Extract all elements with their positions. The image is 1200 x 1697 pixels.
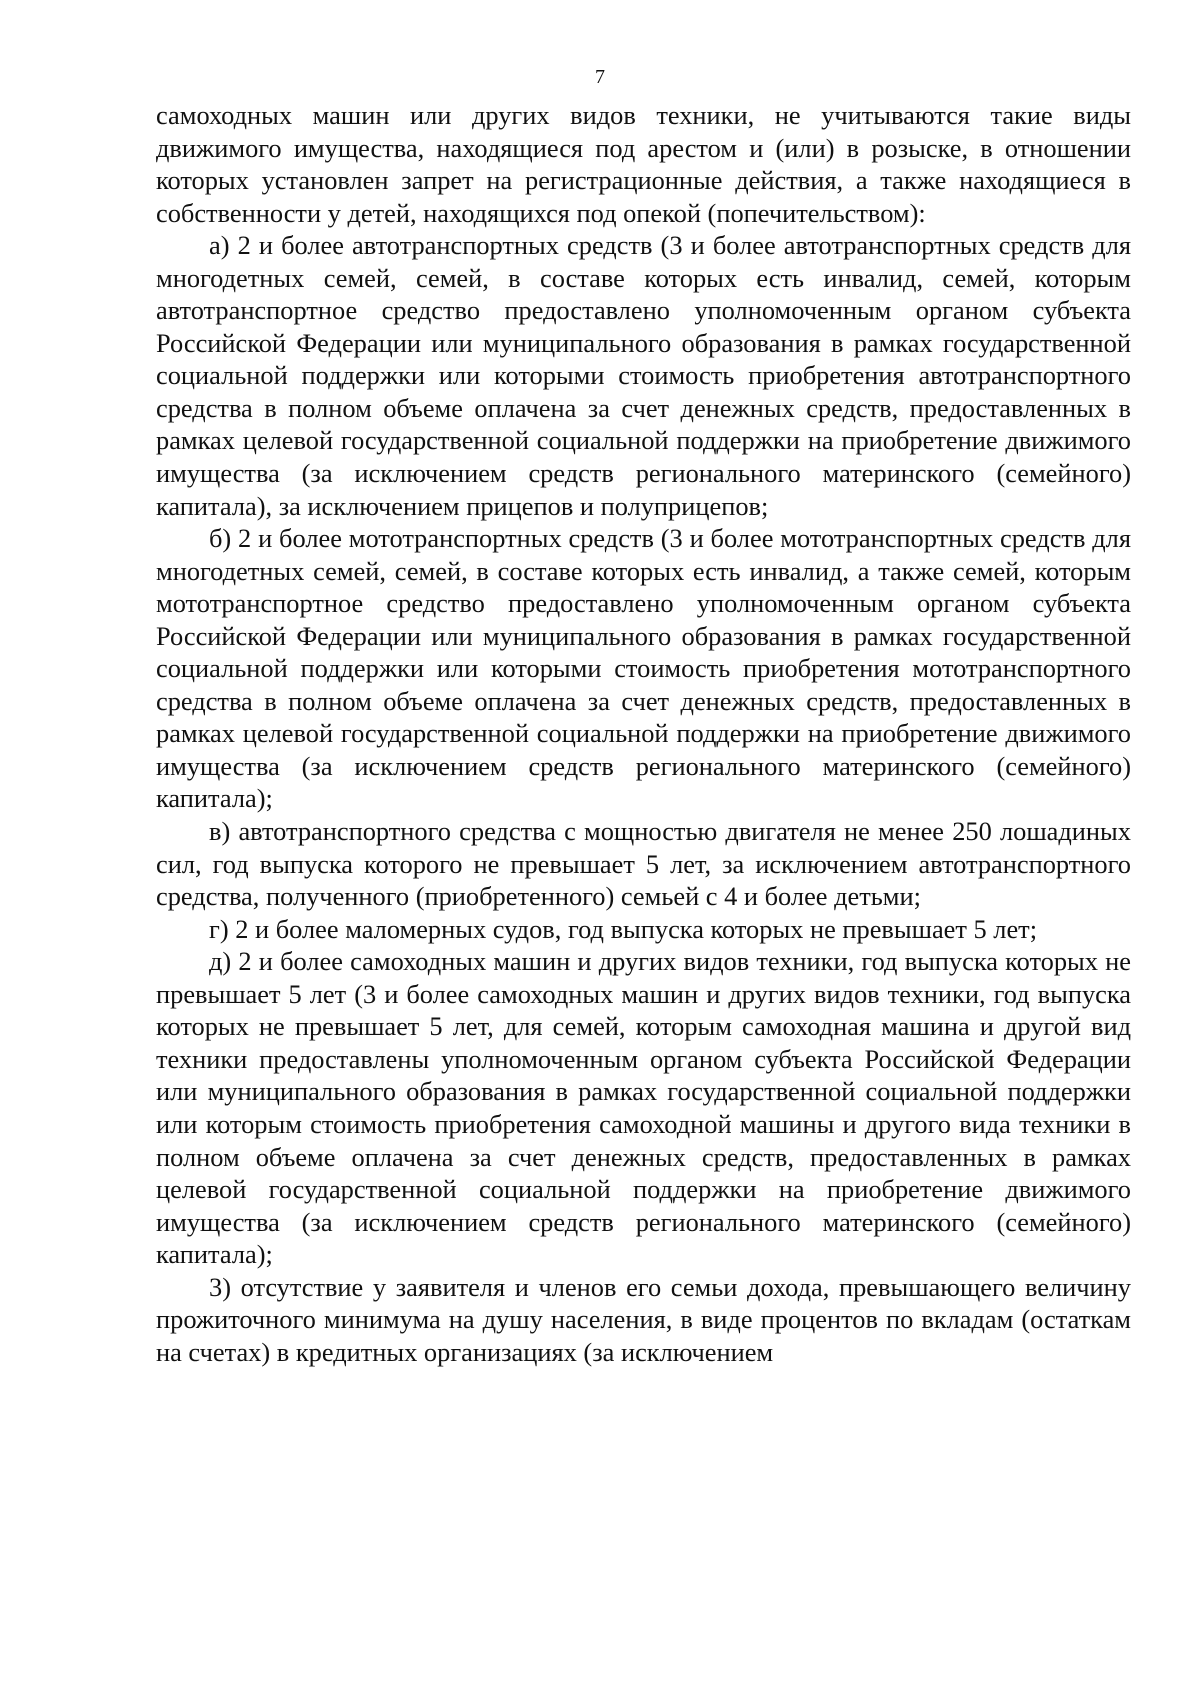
paragraph-item-a: а) 2 и более автотранспортных средств (3 и более автотранспортных средств для многодетных семей, семей, в составе которых есть инвалид, семей, которым автотранспортное средство предоставлено уполномоченным органом субъекта Российской Федерации или муниципального образования в рамках государственной социальной поддержки или которыми стоимость приобретения автотранспортного средства в полном объеме оплачена за счет денежных средств, предоставленных в рамках целевой государственной социальной поддержки на приобретение движимого имущества (за исключением средств регионального материнского (семейного) капитала), за исключением прицепов и полуприцепов; xyxy=(156,230,1131,521)
paragraph-continuation: самоходных машин или других видов техники, не учитываются такие виды движимого имущества, находящиеся под арестом и (или) в розыске, в отношении которых установлен запрет на регистрационные действия, а также находящиеся в собственности у детей, находящихся под опекой (попечительством): xyxy=(156,100,1131,228)
document-body xyxy=(156,99,1131,1368)
paragraph-item-b: б) 2 и более мототранспортных средств (3 и более мототранспортных средств для многодетных семей, семей, в составе которых есть инвалид, а также семей, которым мототранспортное средство предоставлено уполномоченным органом субъекта Российской Федерации или муниципального образования в рамках государственной социальной поддержки или которыми стоимость приобретения мототранспортного средства в полном объеме оплачена за счет денежных средств, предоставленных в рамках целевой государственной социальной поддержки на приобретение движимого имущества (за исключением средств регионального материнского (семейного) капитала); xyxy=(156,523,1131,814)
paragraph-item-g: г) 2 и более маломерных судов, год выпуска которых не превышает 5 лет; xyxy=(209,913,1038,944)
paragraph-item-v: в) автотранспортного средства с мощностью двигателя не менее 250 лошадиных сил, год выпуска которого не превышает 5 лет, за исключением автотранспортного средства, полученного (приобретенного) семьей с 4 и более детьми; xyxy=(156,816,1131,912)
paragraph-item-d: д) 2 и более самоходных машин и других видов техники, год выпуска которых не превышает 5 лет (3 и более самоходных машин и других видов техники, год выпуска которых не превышает 5 лет, для семей, которым самоходная машина и другой вид техники предоставлены уполномоченным органом субъекта Российской Федерации или муниципального образования в рамках государственной социальной поддержки или которым стоимость приобретения самоходной машины и другого вида техники в полном объеме оплачена за счет денежных средств, предоставленных в рамках целевой государственной социальной поддержки на приобретение движимого имущества (за исключением средств регионального материнского (семейного) капитала); xyxy=(156,946,1131,1270)
paragraph-item-3: 3) отсутствие у заявителя и членов его семьи дохода, превышающего величину прожиточного минимума на душу населения, в виде процентов по вкладам (остаткам на счетах) в кредитных организациях (за исключением xyxy=(156,1271,1131,1367)
page-number: 7 xyxy=(595,66,605,88)
